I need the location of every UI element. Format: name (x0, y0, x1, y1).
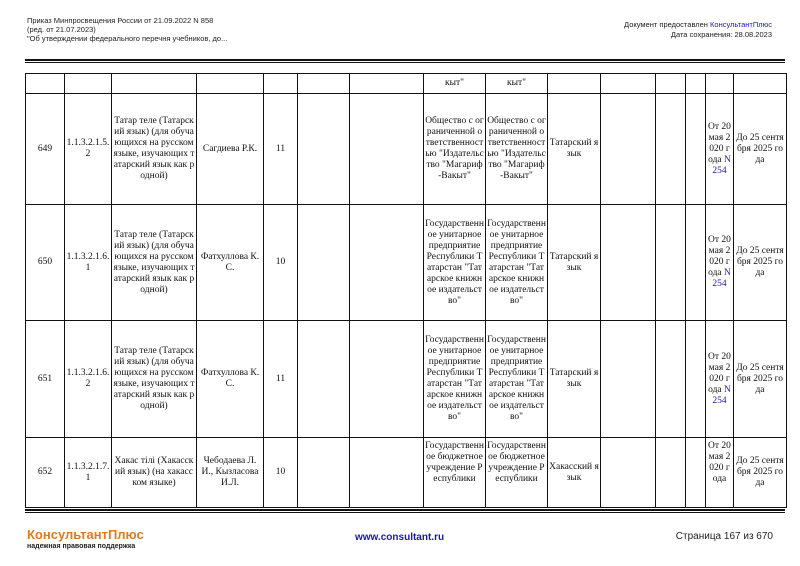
order-text: От 20 мая 2020 года (708, 351, 731, 395)
table-row (26, 321, 787, 438)
row-grade: 11 (264, 94, 298, 205)
row-grade: 11 (264, 321, 298, 438)
row-authors: Сагдиева Р.К. (197, 94, 264, 205)
row-valid-until: До 25 сентября 2025 года (734, 321, 787, 438)
row-language: Татарский язык (548, 94, 601, 205)
publisher-cell: кыт" (486, 74, 548, 94)
header-line: Приказ Минпросвещения России от 21.09.2022 N 858 (27, 16, 214, 25)
row-number: 650 (26, 205, 65, 321)
row-number: 652 (26, 438, 65, 508)
provider-brand-link[interactable]: КонсультантПлюс (710, 20, 772, 29)
row-valid-until: До 25 сентября 2025 года (734, 438, 787, 508)
row-title: Хакас тілі (Хакасский язык) (на хакасском языке) (112, 438, 197, 508)
row-valid-until: До 25 сентября 2025 года (734, 205, 787, 321)
save-date: Дата сохранения: 28.08.2023 (670, 30, 772, 39)
row-order (706, 205, 734, 321)
row-publisher: Государственное унитарное предприятие Республики Татарстан "Татарское книжное издательство" (424, 321, 486, 438)
table-row (26, 205, 787, 321)
table-row (26, 94, 787, 205)
order-link[interactable]: N 254 (712, 384, 731, 406)
header-line: "Об утверждении федерального перечня учебников, до... (27, 34, 228, 43)
row-language: Хакасский язык (548, 438, 601, 508)
table-row-continuation (26, 74, 787, 94)
header-divider (25, 59, 785, 63)
row-order (706, 321, 734, 438)
row-language: Татарский язык (548, 321, 601, 438)
footer-divider (25, 509, 785, 513)
order-text: От 20 мая 2020 года (708, 121, 731, 165)
row-publisher: Государственное бюджетное учреждение Республики (424, 438, 486, 508)
row-order: От 20 мая 2020 года (706, 438, 734, 508)
provider-prefix: Документ предоставлен (624, 20, 711, 29)
logo-tagline: надежная правовая поддержка (27, 543, 136, 550)
row-code: 1.1.3.2.1.6.1 (65, 205, 112, 321)
order-text: От 20 мая 2020 года (708, 235, 731, 278)
row-grade: 10 (264, 438, 298, 508)
row-authors: Фатхуллова К.С. (197, 321, 264, 438)
page-counter: Страница 167 из 670 (675, 531, 773, 542)
row-code: 1.1.3.2.1.5.2 (65, 94, 112, 205)
consultant-logo: КонсультантПлюс (27, 527, 144, 542)
row-authors: Фатхуллова К.С. (197, 205, 264, 321)
textbook-table (25, 73, 787, 508)
document-header-title (27, 16, 227, 43)
row-publisher: Государственное унитарное предприятие Республики Татарстан "Татарское книжное издательство" (424, 205, 486, 321)
document-provider (624, 20, 772, 40)
table-row (26, 438, 787, 508)
row-order (706, 94, 734, 205)
row-language: Татарский язык (548, 205, 601, 321)
publisher-cell: кыт" (424, 74, 486, 94)
row-authors: Чебодаева Л.И., Кызласова И.Л. (197, 438, 264, 508)
row-publisher: Государственное унитарное предприятие Республики Татарстан "Татарское книжное издательство" (486, 205, 548, 321)
row-publisher: Государственное унитарное предприятие Республики Татарстан "Татарское книжное издательство" (486, 321, 548, 438)
row-title: Татар теле (Татарский язык) (для обучающихся на русском языке, изучающих татарский язык как родной) (112, 321, 197, 438)
row-valid-until: До 25 сентября 2025 года (734, 94, 787, 205)
order-link[interactable]: N 254 (712, 154, 731, 176)
row-number: 649 (26, 94, 65, 205)
row-number: 651 (26, 321, 65, 438)
row-title: Татар теле (Татарский язык) (для обучающихся на русском языке, изучающих татарский язык как родной) (112, 94, 197, 205)
row-grade: 10 (264, 205, 298, 321)
row-code: 1.1.3.2.1.6.2 (65, 321, 112, 438)
header-line: (ред. от 21.07.2023) (27, 25, 96, 34)
row-publisher: Общество с ограниченной ответственностью "Издательство "Магариф-Вакыт" (486, 94, 548, 205)
row-publisher: Государственное бюджетное учреждение Республики (486, 438, 548, 508)
website-link[interactable]: www.consultant.ru (355, 532, 445, 543)
row-code: 1.1.3.2.1.7.1 (65, 438, 112, 508)
order-link[interactable]: N 254 (712, 268, 731, 289)
row-publisher: Общество с ограниченной ответственностью "Издательство "Магариф-Вакыт" (424, 94, 486, 205)
row-title: Татар теле (Татарский язык) (для обучающихся на русском языке, изучающих татарский язык как родной) (112, 205, 197, 321)
